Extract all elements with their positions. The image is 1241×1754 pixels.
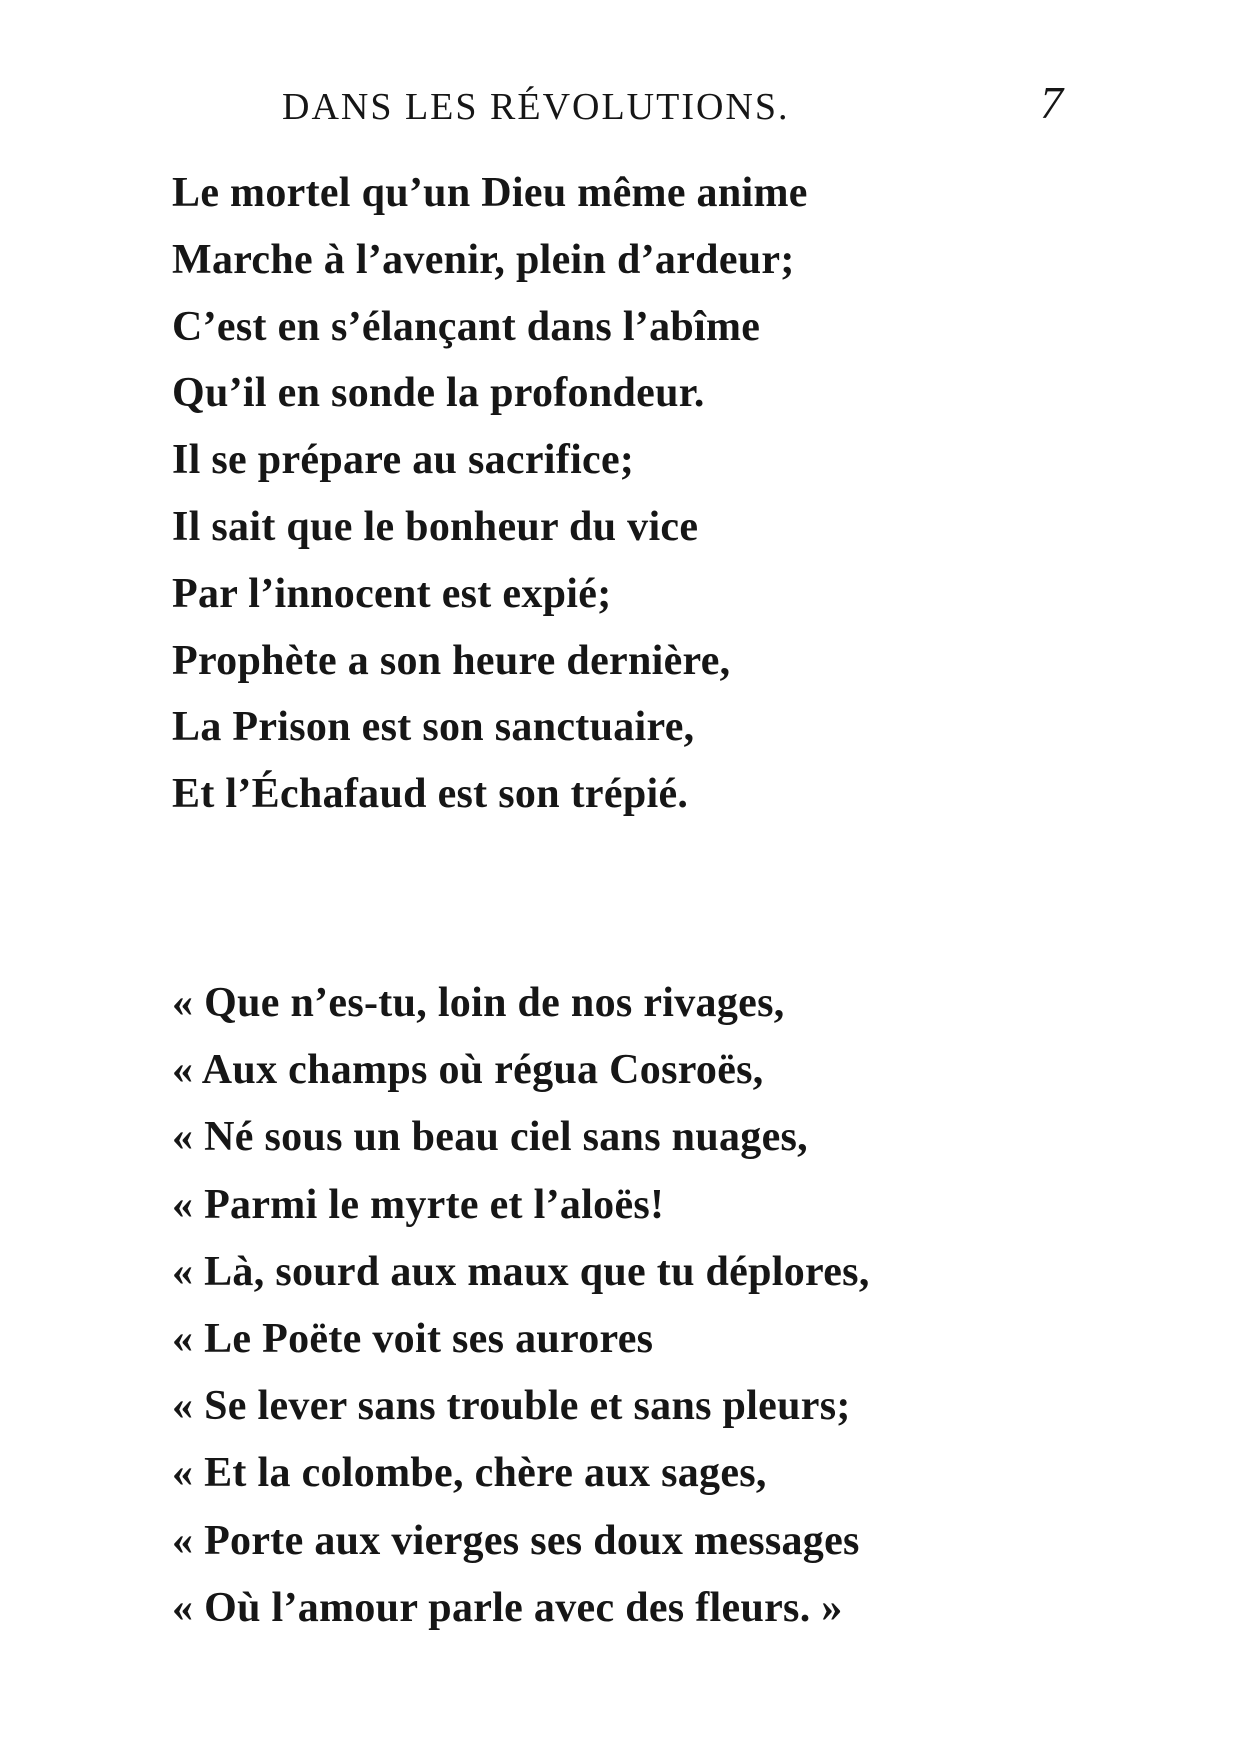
verse-line: Qu’il en sonde la profondeur.	[172, 370, 705, 417]
verse-line: « Que n’es-tu, loin de nos rivages,	[172, 980, 785, 1026]
verse-line: Et l’Échafaud est son trépié.	[172, 771, 689, 818]
verse-line: « Où l’amour parle avec des fleurs. »	[172, 1584, 843, 1631]
verse-line: Par l’innocent est expié;	[172, 570, 612, 617]
verse-line: Il se prépare au sacrifice;	[172, 437, 635, 484]
stanza-1	[172, 160, 1172, 828]
running-head	[0, 77, 1241, 132]
running-title: DANS LES RÉVOLUTIONS.	[282, 86, 790, 128]
verse-line: « Aux champs où régua Cosroës,	[172, 1047, 764, 1094]
stanza-2	[172, 970, 1172, 1642]
verse-line: « Le Poëte voit ses aurores	[172, 1315, 654, 1362]
verse-line: « Parmi le myrte et l’aloës!	[172, 1181, 665, 1228]
page-number: 7	[1040, 77, 1063, 128]
verse-line: La Prison est son sanctuaire,	[172, 704, 695, 751]
verse-line: Prophète a son heure dernière,	[172, 637, 731, 684]
verse-line: Le mortel qu’un Dieu même anime	[172, 170, 808, 216]
verse-line: C’est en s’élançant dans l’abîme	[172, 303, 761, 350]
verse-line: « Porte aux vierges ses doux messages	[172, 1517, 860, 1564]
verse-line: « Et la colombe, chère aux sages,	[172, 1450, 767, 1497]
verse-line: Marche à l’avenir, plein d’ardeur;	[172, 236, 795, 283]
verse-line: Il sait que le bonheur du vice	[172, 503, 699, 550]
verse-line: « Là, sourd aux maux que tu déplores,	[172, 1248, 870, 1295]
verse-line: « Se lever sans trouble et sans pleurs;	[172, 1383, 851, 1430]
verse-line: « Né sous un beau ciel sans nuages,	[172, 1114, 808, 1161]
